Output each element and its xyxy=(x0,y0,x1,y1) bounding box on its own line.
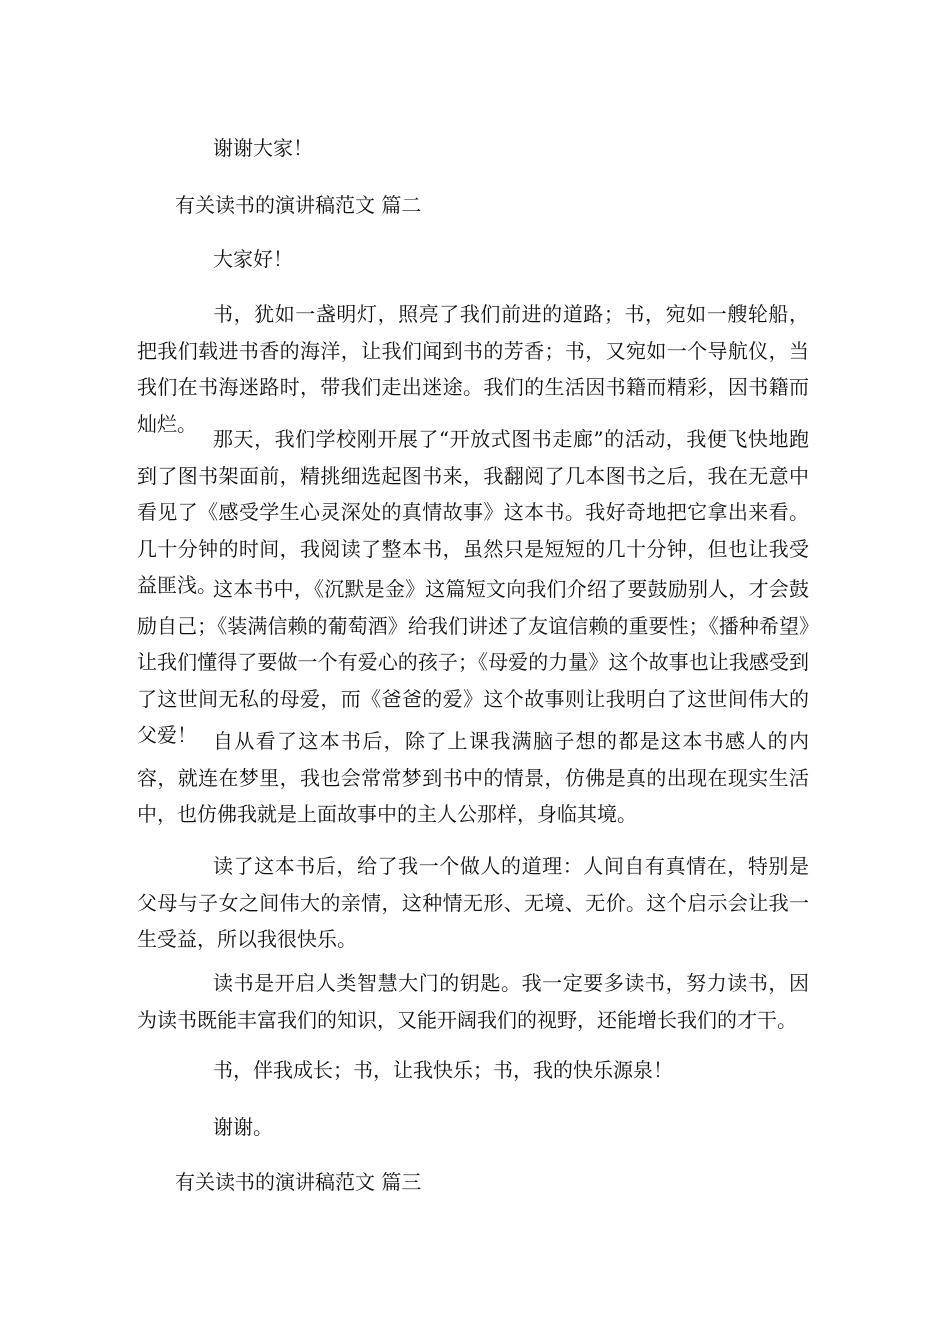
paragraph-3: 这本书中，《沉默是金》这篇短文向我们介绍了要鼓励别人，才会鼓励自己；《装满信赖的葡萄酒》给我们讲述了友谊信赖的重要性；《播种希望》让我们懂得了要做一个有爱心的孩子；《母爱的力量》这个故事也让我感受到了这世间无私的母爱，而《爸爸的爱》这个故事则让我明白了这世间伟大的父爱！ xyxy=(137,577,809,747)
paragraph-2: 那天，我们学校刚开展了“开放式图书走廊”的活动，我便飞快地跑到了图书架面前，精挑细选起图书来，我翻阅了几本图书之后，我在无意中看见了《感受学生心灵深处的真情故事》这本书。我好奇地把它拿出来看。几十分钟的时间，我阅读了整本书，虽然只是短短的几十分钟，但也让我受益匪浅。 xyxy=(137,427,809,597)
closing-thanks: 谢谢大家！ xyxy=(213,136,313,160)
section-heading-2: 有关读书的演讲稿范文 篇二 xyxy=(175,193,422,217)
greeting: 大家好！ xyxy=(213,247,293,271)
paragraph-1: 书，犹如一盏明灯，照亮了我们前进的道路；书，宛如一艘轮船，把我们载进书香的海洋，让我们闻到书的芳香；书，又宛如一个导航仪，当我们在书海迷路时，带我们走出迷途。我们的生活因书籍而精彩，因书籍而灿烂。 xyxy=(137,302,809,436)
paragraph-6: 读书是开启人类智慧大门的钥匙。我一定要多读书，努力读书，因为读书既能丰富我们的知识，又能开阔我们的视野，还能增长我们的才干。 xyxy=(137,971,809,1032)
thanks: 谢谢。 xyxy=(213,1115,273,1139)
motto: 书，伴我成长；书，让我快乐；书，我的快乐源泉！ xyxy=(213,1058,673,1082)
paragraph-4: 自从看了这本书后，除了上课我满脑子想的都是这本书感人的内容，就连在梦里，我也会常常梦到书中的情景，仿佛是真的出现在现实生活中，也仿佛我就是上面故事中的主人公那样，身临其境。 xyxy=(137,729,809,826)
section-heading-3: 有关读书的演讲稿范文 篇三 xyxy=(175,1170,422,1194)
paragraph-5: 读了这本书后，给了我一个做人的道理：人间自有真情在，特别是父母与子女之间伟大的亲情，这种情无形、无境、无价。这个启示会让我一生受益，所以我很快乐。 xyxy=(137,854,809,951)
